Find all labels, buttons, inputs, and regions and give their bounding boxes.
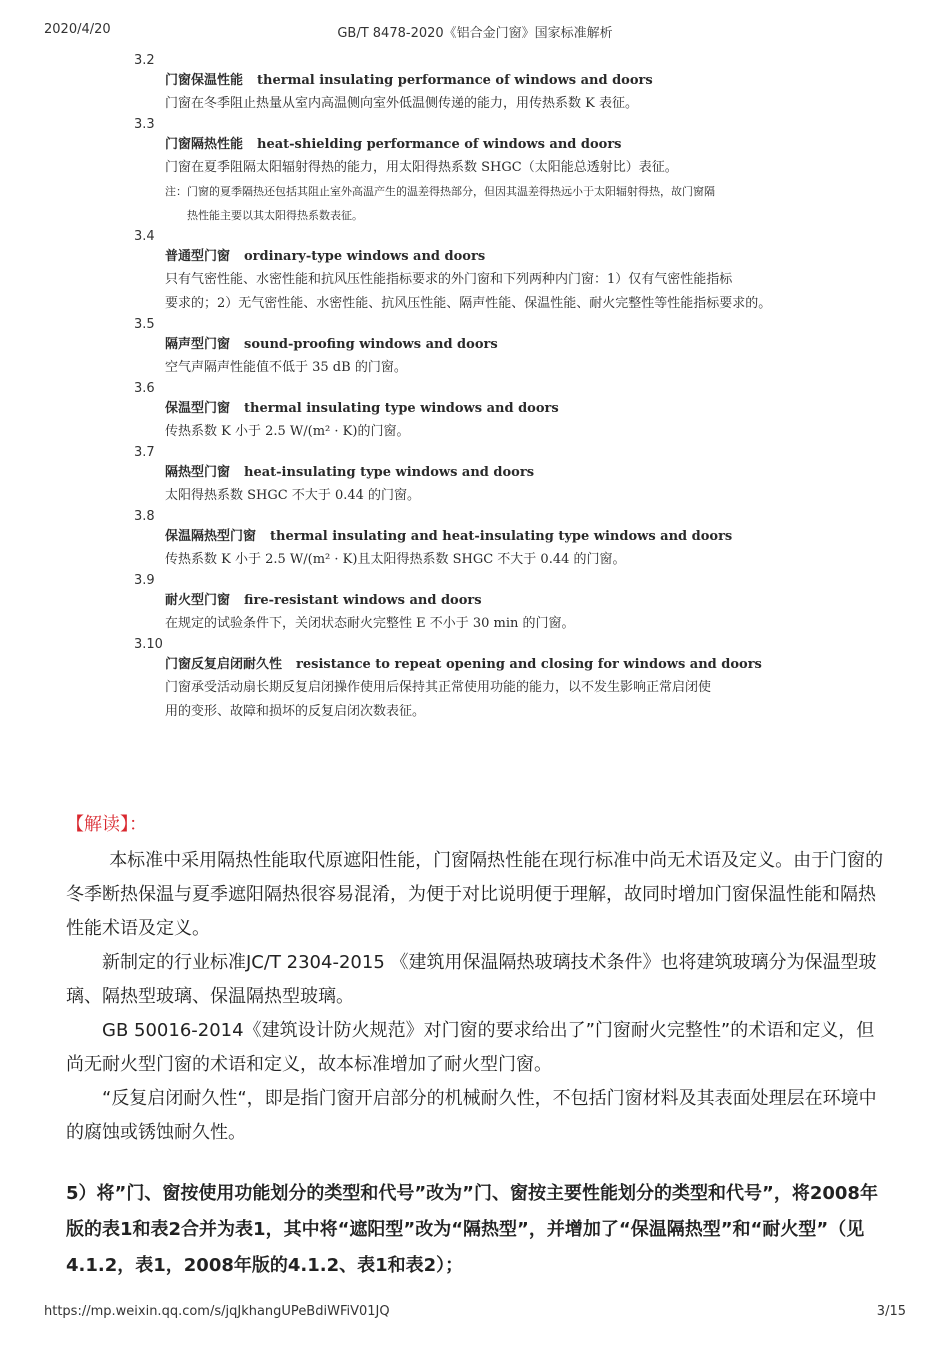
term-definition-line: 门窗承受活动扇长期反复启闭操作使用后保持其正常使用功能的能力，以不发生影响正常启闭使 [165, 680, 712, 695]
term-definition-line: 传热系数 K 小于 2.5 W/(m² · K)且太阳得热系数 SHGC 不大于 0.44 的门窗。 [165, 552, 626, 567]
term-definition-line: 传热系数 K 小于 2.5 W/(m² · K)的门窗。 [165, 424, 410, 439]
revision-item-5: 5）将”门、窗按使用功能划分的类型和代号”改为”门、窗按主要性能划分的类型和代号”，将2008年版的表1和表2合并为表1，其中将“遮阳型”改为“隔热型”，并增加了“保温隔热型”和“耐火型”（见4.1.2，表1，2008年版的4.1.2、表1和表2）； [66, 1183, 878, 1276]
term-title-en: ordinary-type windows and doors [244, 249, 486, 264]
term-block [134, 572, 834, 636]
term-title [165, 398, 834, 420]
term-definition-line: 用的变形、故障和损坏的反复启闭次数表征。 [165, 704, 426, 719]
term-number: 3.8 [134, 509, 155, 524]
header-date: 2020/4/20 [44, 22, 111, 37]
term-number: 3.4 [134, 229, 155, 244]
term-title-cn: 门窗保温性能 [165, 73, 244, 88]
term-title-en: heat-insulating type windows and doors [244, 465, 535, 480]
term-title-en: thermal insulating and heat-insulating type windows and doors [270, 529, 733, 544]
term-title-cn: 隔热型门窗 [165, 465, 231, 480]
term-title-cn: 门窗隔热性能 [165, 137, 244, 152]
term-definition-line: 太阳得热系数 SHGC 不大于 0.44 的门窗。 [165, 488, 421, 503]
term-note-line: 注：门窗的夏季隔热还包括其阻止室外高温产生的温差得热部分，但因其温差得热远小于太阳辐射得热，故门窗隔 [165, 185, 715, 198]
term-definition-line: 在规定的试验条件下，关闭状态耐火完整性 E 不小于 30 min 的门窗。 [165, 616, 575, 631]
term-title [165, 590, 834, 612]
term-title-en: heat-shielding performance of windows and doors [257, 137, 622, 152]
term-block [134, 316, 834, 380]
term-title [165, 526, 834, 548]
term-title-en: thermal insulating performance of windows and doors [257, 73, 653, 88]
interpretation-paragraph: 本标准中采用隔热性能取代原遮阳性能，门窗隔热性能在现行标准中尚无术语及定义。由于门窗的冬季断热保温与夏季遮阳隔热很容易混淆，为便于对比说明便于理解，故同时增加门窗保温性能和隔热性能术语及定义。 [66, 850, 884, 939]
interpretation-paragraph: “反复启闭耐久性“，即是指门窗开启部分的机械耐久性，不包括门窗材料及其表面处理层在环境中的腐蚀或锈蚀耐久性。 [66, 1088, 877, 1143]
term-definition-line: 只有气密性能、水密性能和抗风压性能指标要求的外门窗和下列两种内门窗：1）仅有气密性能指标 [165, 272, 733, 287]
term-title [165, 462, 834, 484]
interpretation-section [66, 812, 890, 1302]
term-block [134, 380, 834, 444]
term-number: 3.7 [134, 445, 155, 460]
term-definition-line: 门窗在冬季阻止热量从室内高温侧向室外低温侧传递的能力，用传热系数 K 表征。 [165, 96, 638, 111]
term-definition-line: 要求的；2）无气密性能、水密性能、抗风压性能、隔声性能、保温性能、耐火完整性等性能指标要求的。 [165, 296, 772, 311]
term-title-cn: 门窗反复启闭耐久性 [165, 657, 283, 672]
interpretation-heading: 【解读】： [66, 814, 147, 835]
term-title-en: resistance to repeat opening and closing for windows and doors [296, 657, 762, 672]
term-number: 3.9 [134, 573, 155, 588]
term-title [165, 70, 834, 92]
term-number: 3.2 [134, 53, 155, 68]
term-title [165, 246, 834, 268]
term-title-cn: 保温隔热型门窗 [165, 529, 257, 544]
term-number: 3.3 [134, 117, 155, 132]
term-number: 3.6 [134, 381, 155, 396]
header-title: GB/T 8478-2020《铝合金门窗》国家标准解析 [337, 26, 613, 41]
term-title [165, 654, 834, 676]
term-title [165, 334, 834, 356]
term-block [134, 508, 834, 572]
term-title-en: thermal insulating type windows and doors [244, 401, 559, 416]
term-block [134, 636, 834, 724]
term-block [134, 52, 834, 116]
term-block [134, 228, 834, 316]
footer-page-number: 3/15 [876, 1304, 906, 1319]
term-title-cn: 耐火型门窗 [165, 593, 231, 608]
footer-url[interactable]: https://mp.weixin.qq.com/s/jqJkhangUPeBdiWFiV01JQ [44, 1304, 390, 1319]
term-title-cn: 普通型门窗 [165, 249, 231, 264]
term-definition-line: 空气声隔声性能值不低于 35 dB 的门窗。 [165, 360, 407, 375]
term-block [134, 116, 834, 228]
term-number: 3.5 [134, 317, 155, 332]
term-definition-line: 门窗在夏季阻隔太阳辐射得热的能力，用太阳得热系数 SHGC（太阳能总透射比）表征。 [165, 160, 678, 175]
term-title-cn: 保温型门窗 [165, 401, 231, 416]
term-title-en: sound-proofing windows and doors [244, 337, 498, 352]
interpretation-paragraph: 新制定的行业标准JC/T 2304-2015 《建筑用保温隔热玻璃技术条件》也将建筑玻璃分为保温型玻璃、隔热型玻璃、保温隔热型玻璃。 [66, 952, 877, 1007]
term-title-cn: 隔声型门窗 [165, 337, 231, 352]
term-note-line: 热性能主要以其太阳得热系数表征。 [165, 209, 363, 222]
term-title-en: fire-resistant windows and doors [244, 593, 482, 608]
term-title [165, 134, 834, 156]
term-number: 3.10 [134, 637, 163, 652]
interpretation-paragraph: GB 50016-2014《建筑设计防火规范》对门窗的要求给出了”门窗耐火完整性”的术语和定义，但尚无耐火型门窗的术语和定义，故本标准增加了耐火型门窗。 [66, 1020, 875, 1075]
term-block [134, 444, 834, 508]
standard-excerpt [134, 52, 834, 724]
